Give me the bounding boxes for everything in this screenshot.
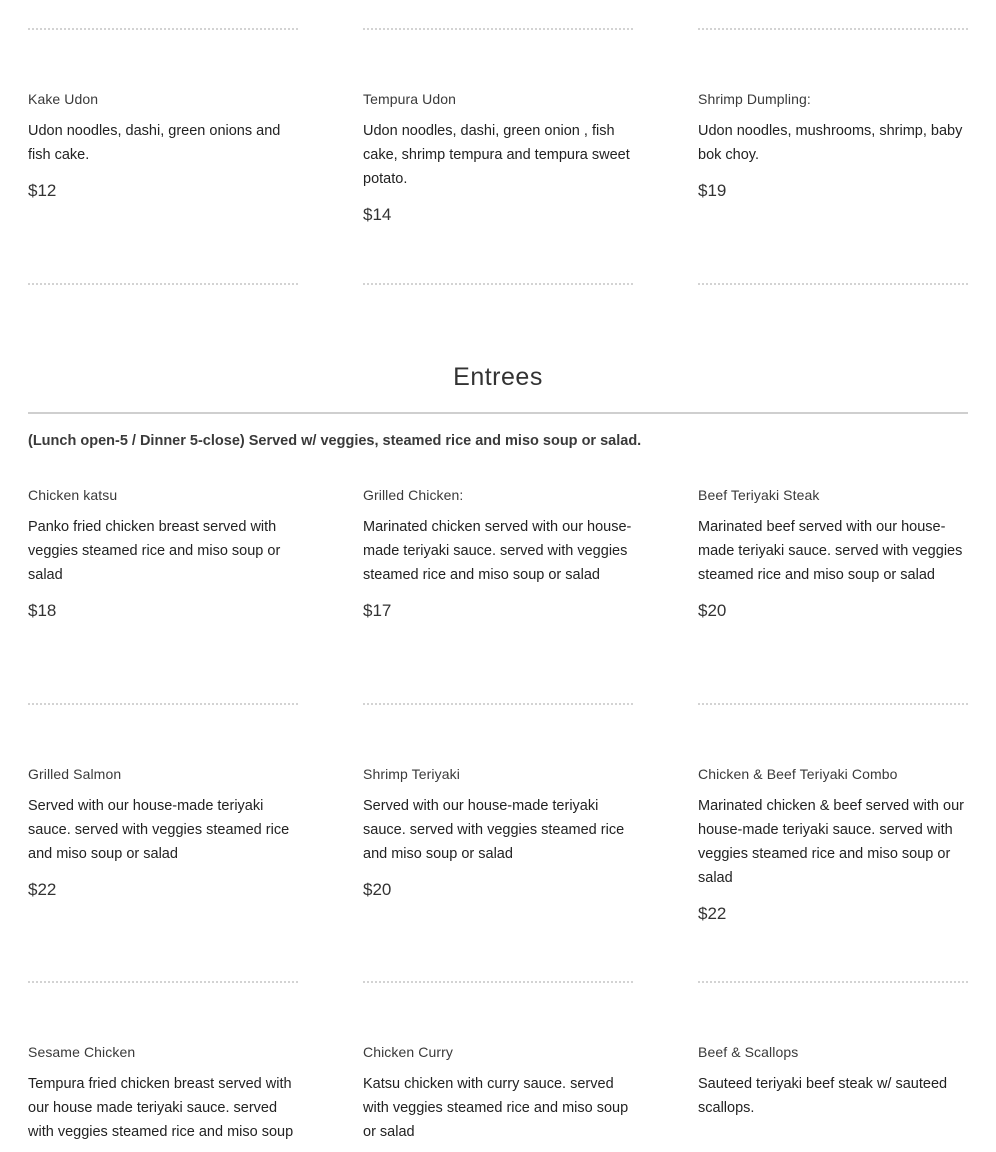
menu-item	[698, 1042, 970, 1128]
menu-item-name: Beef & Scallops	[698, 1044, 799, 1060]
menu-item-name: Grilled Salmon	[28, 766, 122, 782]
menu-item	[698, 485, 970, 623]
menu-item	[698, 89, 970, 203]
menu-item-name: Tempura Udon	[363, 91, 457, 107]
menu-item-price: $20	[363, 880, 392, 899]
menu-item-price: $19	[698, 181, 727, 200]
divider-dotted	[363, 703, 633, 705]
menu-item-description: Udon noodles, mushrooms, shrimp, baby bok choy.	[698, 123, 963, 163]
menu-item-description: Tempura fried chicken breast served with our house made teriyaki sauce. served with veggies steamed rice and miso soup	[28, 1076, 294, 1140]
menu-item	[28, 1042, 300, 1152]
menu-item	[363, 89, 635, 227]
menu-item-description: Udon noodles, dashi, green onion , fish cake, shrimp tempura and tempura sweet potato.	[363, 123, 630, 187]
menu-item-price: $12	[28, 181, 57, 200]
divider-dotted	[28, 981, 298, 983]
divider-dotted	[28, 283, 298, 285]
menu-item-price: $22	[28, 880, 57, 899]
menu-item-name: Kake Udon	[28, 91, 99, 107]
divider-dotted	[363, 28, 633, 30]
section-title: Entrees	[453, 363, 543, 391]
menu-item-name: Chicken katsu	[28, 487, 118, 503]
menu-item-description: Marinated chicken served with our house-made teriyaki sauce. served with veggies steamed rice and miso soup or salad	[363, 519, 632, 583]
section-divider	[28, 412, 968, 414]
menu-item-price: $22	[698, 904, 727, 923]
divider-dotted	[698, 283, 968, 285]
menu-item-description: Marinated chicken & beef served with our house-made teriyaki sauce. served with veggies steamed rice and miso soup or salad	[698, 798, 964, 886]
menu-item-description: Served with our house-made teriyaki sauce. served with veggies steamed rice and miso soup or salad	[363, 798, 625, 862]
divider-dotted	[363, 981, 633, 983]
section-note: (Lunch open-5 / Dinner 5-close) Served w/ veggies, steamed rice and miso soup or salad.	[28, 433, 642, 449]
menu-item	[28, 89, 300, 203]
divider-dotted	[698, 703, 968, 705]
menu-item	[28, 485, 300, 623]
menu-item-description: Marinated beef served with our house-made teriyaki sauce. served with veggies steamed rice and miso soup or salad	[698, 519, 963, 583]
menu-item-name: Shrimp Dumpling:	[698, 91, 811, 107]
menu-item-description: Katsu chicken with curry sauce. served with veggies steamed rice and miso soup or salad	[363, 1076, 629, 1140]
menu-item-name: Chicken Curry	[363, 1044, 453, 1060]
menu-item	[363, 764, 635, 902]
divider-dotted	[698, 28, 968, 30]
menu-item-price: $17	[363, 601, 392, 620]
menu-item-price: $14	[363, 205, 392, 224]
menu-item	[28, 764, 300, 902]
menu-item	[363, 1042, 635, 1152]
menu-item-description: Udon noodles, dashi, green onions and fish cake.	[28, 123, 281, 163]
divider-dotted	[698, 981, 968, 983]
menu-item-price: $20	[698, 601, 727, 620]
menu-item-description: Sauteed teriyaki beef steak w/ sauteed scallops.	[698, 1076, 948, 1116]
menu-item-description: Served with our house-made teriyaki sauce. served with veggies steamed rice and miso soup or salad	[28, 798, 290, 862]
menu-item-name: Sesame Chicken	[28, 1044, 136, 1060]
menu-item-name: Beef Teriyaki Steak	[698, 487, 820, 503]
menu-item	[698, 764, 970, 926]
menu-item-name: Shrimp Teriyaki	[363, 766, 460, 782]
menu-item	[363, 485, 635, 623]
menu-item-name: Chicken & Beef Teriyaki Combo	[698, 766, 898, 782]
divider-dotted	[28, 703, 298, 705]
menu-item-description: Panko fried chicken breast served with veggies steamed rice and miso soup or salad	[28, 519, 281, 583]
divider-dotted	[28, 28, 298, 30]
divider-dotted	[363, 283, 633, 285]
menu-item-price: $18	[28, 601, 57, 620]
menu-item-name: Grilled Chicken:	[363, 487, 464, 503]
